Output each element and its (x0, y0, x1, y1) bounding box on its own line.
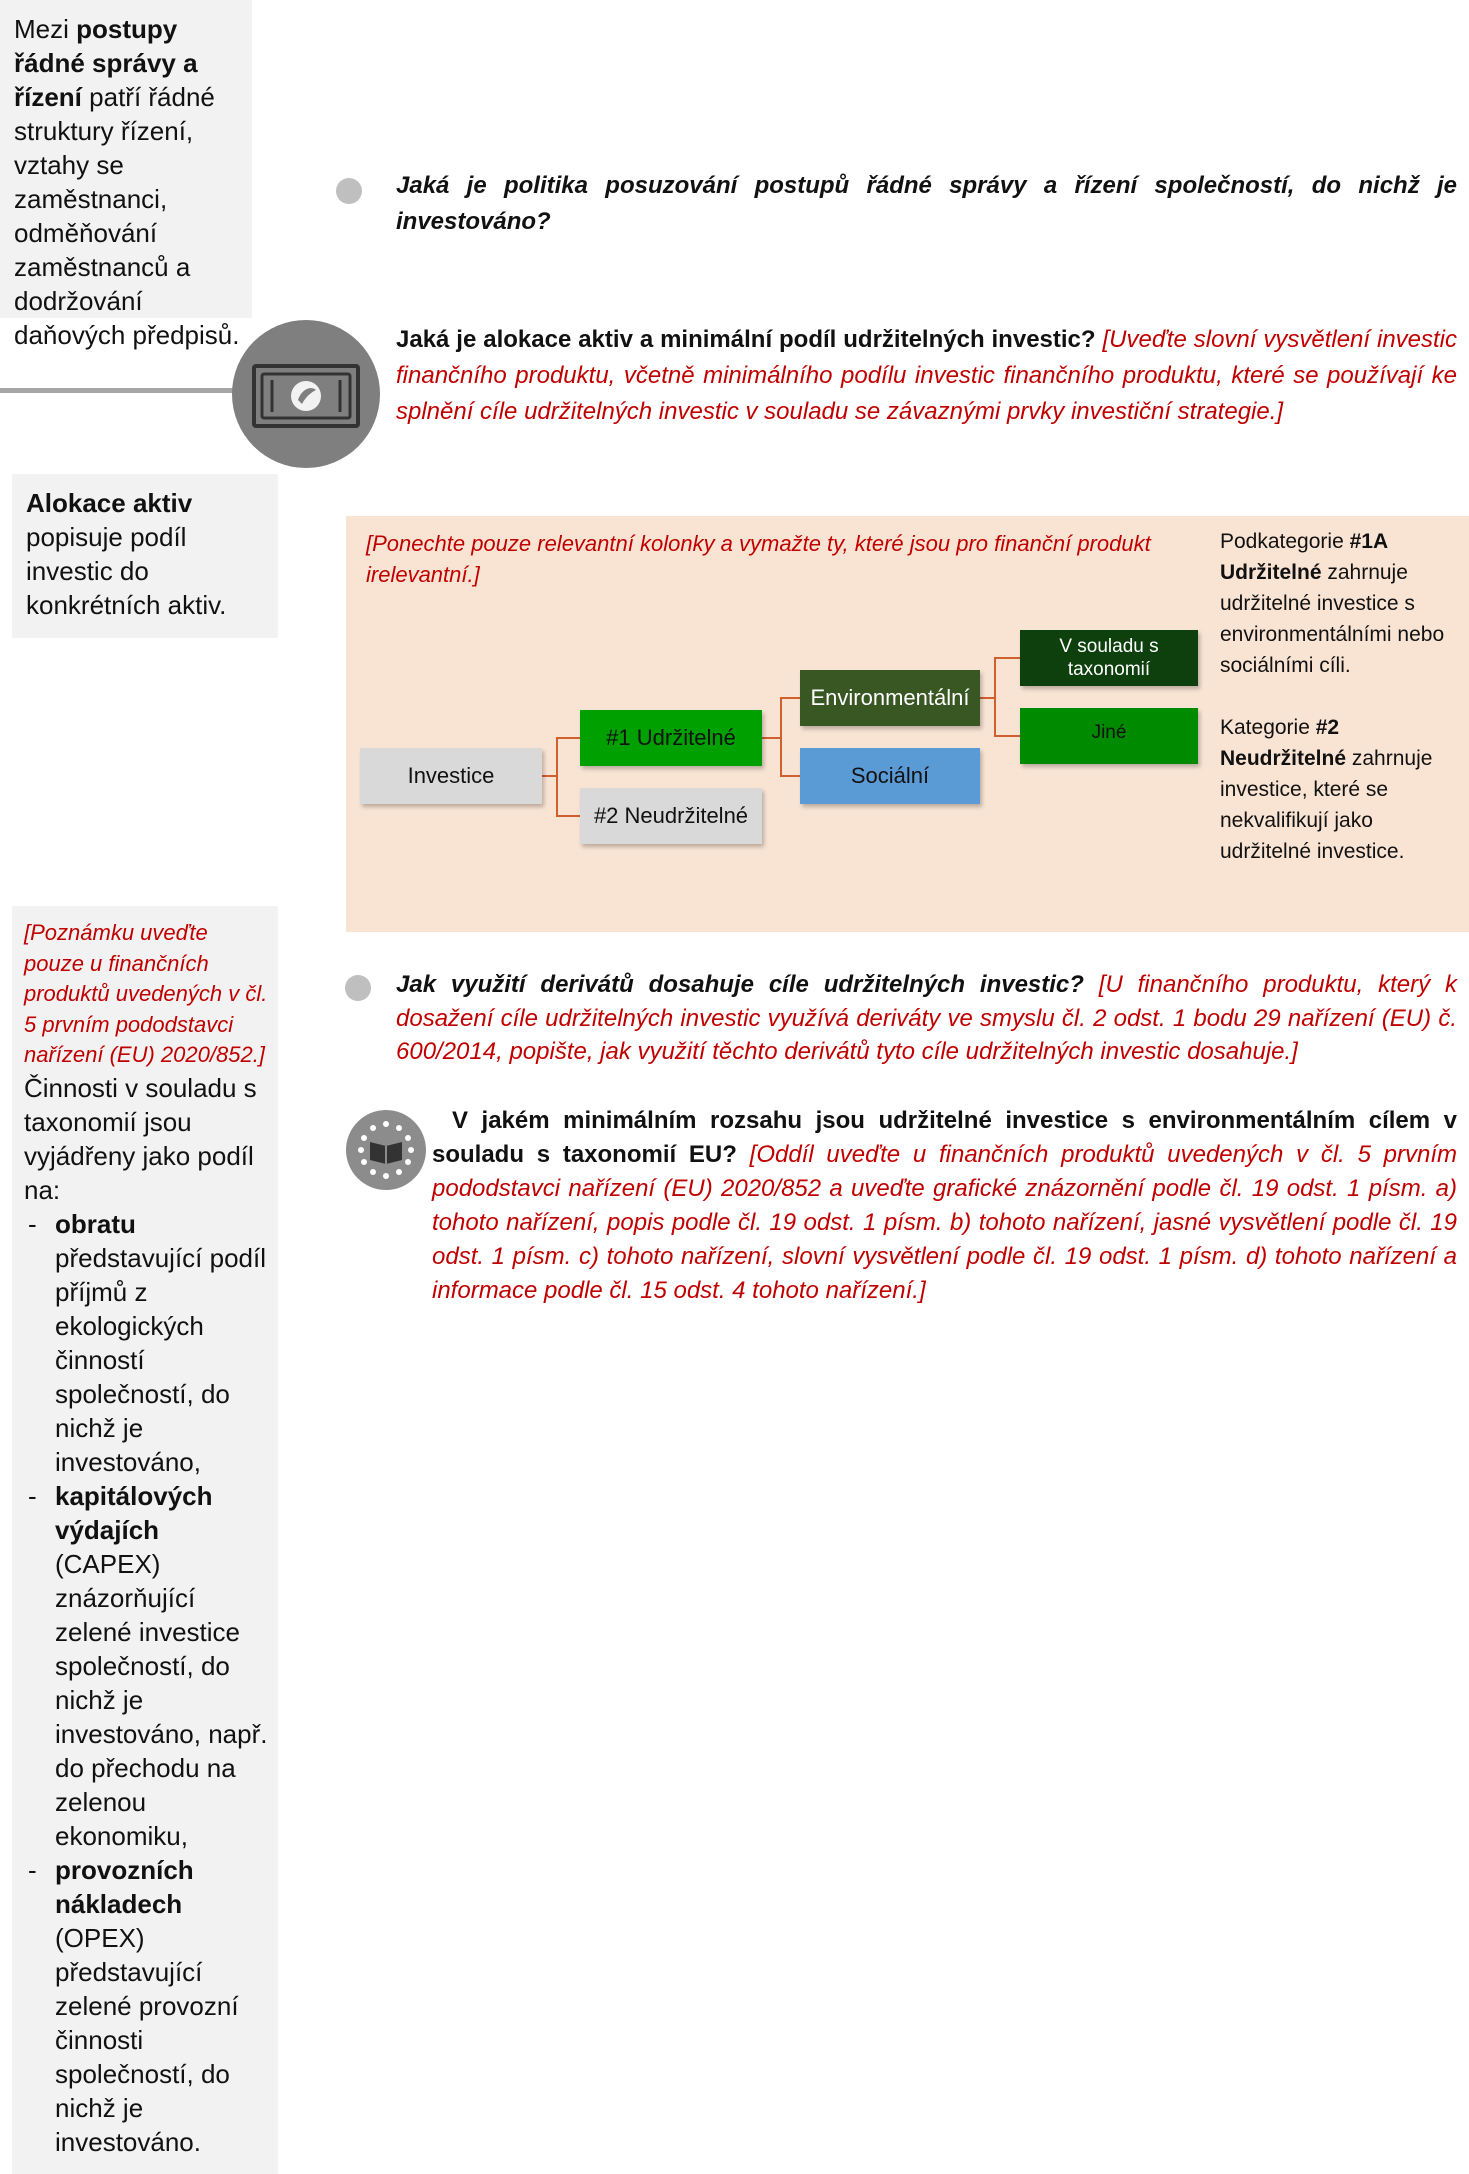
bullet-dot (345, 975, 371, 1001)
node-socialni: Sociální (800, 748, 980, 804)
connector-line (556, 815, 580, 817)
allocation-note: Alokace aktiv popisuje podíl investic do konkrétních aktiv. (12, 474, 278, 638)
derivatives-question: Jak využití derivátů dosahuje cíle udržitelných investic? [U finančního produktu, který k dosažení cíle udržitelných investic využívá deriváty ve smyslu čl. 2 odst. 1 bodu 29 nařízení (EU) č. 600/2014, popište, jak využití těchto derivátů tyto cíle udržitelných investic dosahuje.] (396, 971, 1457, 1065)
legend-2: Kategorie #2 Neudržitelné zahrnuje investice, které se nekvalifikují jako udržitelné investice. (1220, 716, 1433, 863)
node-environmentalni: Environmentální (800, 670, 980, 726)
list-item: - provozních nákladech (OPEX) představující zelené provozní činnosti společností, do nichž je investováno. (24, 1853, 268, 2159)
node-taxonomie: V souladu s taxonomií (1020, 630, 1198, 686)
taxonomy-list (24, 1207, 268, 2159)
allocation-question: Jaká je alokace aktiv a minimální podíl udržitelných investic? [Uveďte slovní vysvětlení investic finančního produktu, včetně minimálního podílu investic finančního produktu, které se používají ke splnění cíle udržitelných investic v souladu se závaznými prvky investiční strategie.] (396, 326, 1458, 425)
list-item: - kapitálových výdajích (CAPEX) znázorňující zelené investice společností, do nichž je investováno, např. do přechodu na zelenou ekonomiku, (24, 1479, 268, 1853)
governance-question: Jaká je politika posuzování postupů řádné správy a řízení společností, do nichž je investováno? (396, 172, 1457, 235)
connector-line (994, 735, 1020, 737)
taxonomy-note: [Poznámku uveďte pouze u finančních produktů uvedených v čl. 5 prvním pododstavci nařízení (EU) 2020/852.] Činnosti v souladu s taxonomií jsou vyjádřeny jako podíl na: - obratu představující podíl příjmů z ekologických činností společností, do nichž je investováno, - kapitálových výdajích (CAPEX) znázorňující zelené investice společností, do nichž je investováno, např. do přechodu na zelenou ekonomiku, - provozních nákladech (OPEX) představující zelené provozní činnosti společností, do nichž je investováno. (12, 906, 278, 2174)
bullet-dot (336, 178, 362, 204)
connector-line (980, 697, 994, 699)
connector-line (994, 657, 1020, 659)
governance-note: Mezi postupy řádné správy a řízení patří řádné struktury řízení, vztahy se zaměstnanci, odměňování zaměstnanců a dodržování daňových předpisů. (0, 0, 252, 318)
node-udrzitelne: #1 Udržitelné (580, 710, 762, 766)
money-icon (232, 320, 380, 468)
connector-line (762, 737, 782, 739)
legend-1a: Podkategorie #1A Udržitelné zahrnuje udržitelné investice s environmentálními nebo sociálními cíli. (1220, 530, 1445, 677)
connector-line (780, 775, 800, 777)
taxonomy-question: V jakém minimálním rozsahu jsou udržitelné investice s environmentálním cílem v souladu s taxonomií EU? [Oddíl uveďte u finančních produktů uvedených v čl. 5 prvním pododstavci nařízení (EU) 2020/852 a uveďte grafické znázornění podle čl. 19 odst. 1 písm. a) tohoto nařízení, popis podle čl. 19 odst. 1 písm. b) tohoto nařízení, jasné vysvětlení podle čl. 19 odst. 1 písm. c) tohoto nařízení, slovní vysvětlení podle čl. 19 odst. 1 písm. d) tohoto nařízení a informace podle čl. 15 odst. 4 tohoto nařízení.] (432, 1107, 1457, 1304)
eu-book-icon (346, 1110, 426, 1190)
node-jine: Jiné (1020, 708, 1198, 764)
node-neudrzitelne: #2 Neudržitelné (580, 788, 762, 844)
connector-line (556, 737, 580, 739)
section-divider-line (0, 388, 240, 393)
connector-line (780, 697, 782, 777)
connector-line (556, 737, 558, 817)
connector-line (994, 657, 996, 737)
node-investice: Investice (360, 748, 542, 804)
diagram-instruction: [Ponechte pouze relevantní kolonky a vymažte ty, které jsou pro finanční produkt irelevantní.] (366, 531, 1151, 587)
connector-line (780, 697, 800, 699)
list-item: - obratu představující podíl příjmů z ekologických činností společností, do nichž je investováno, (24, 1207, 268, 1479)
